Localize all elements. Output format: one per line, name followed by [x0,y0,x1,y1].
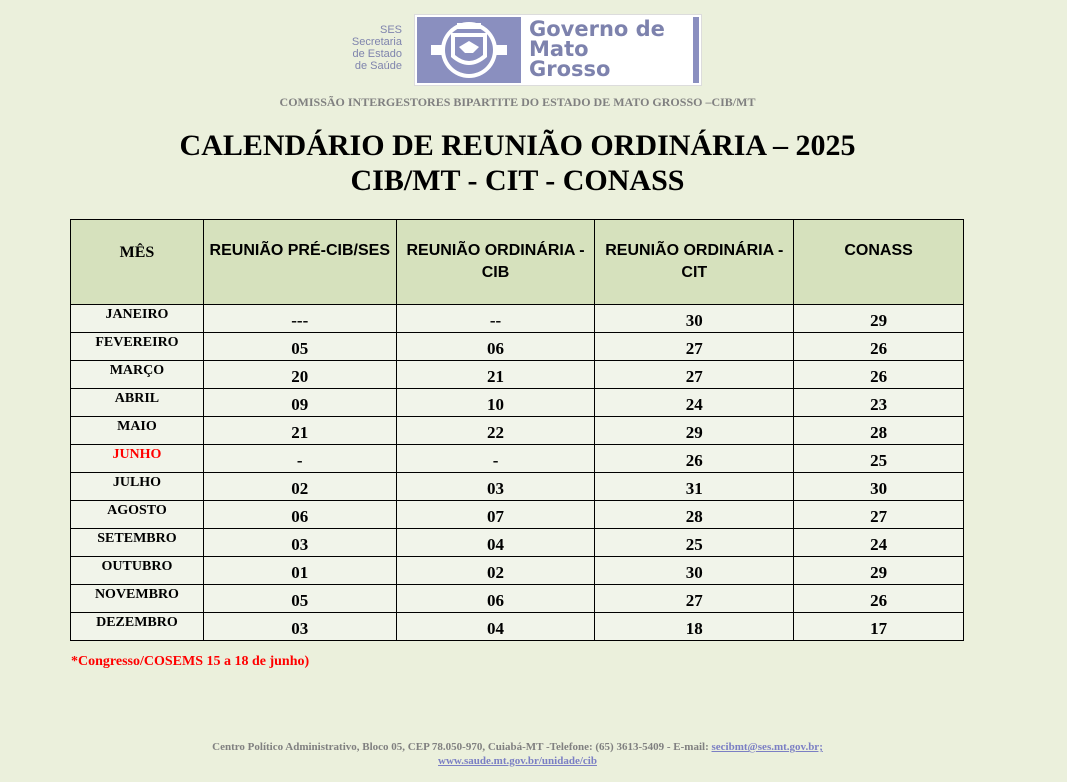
table-row [71,389,964,417]
table-row [71,445,964,473]
col-header-cib: REUNIÃO ORDINÁRIA - CIB [396,220,595,305]
date-cell-pre-cib: --- [203,305,396,333]
date-cell-pre-cib: 03 [203,613,396,641]
date-cell-conass: 17 [794,613,964,641]
month-cell: MAIO [71,417,204,445]
ses-line: de Estado [352,48,402,60]
month-cell: AGOSTO [71,501,204,529]
date-cell-cib: 06 [396,333,595,361]
date-cell-cit: 27 [595,333,794,361]
month-cell: OUTUBRO [71,557,204,585]
month-cell: JANEIRO [71,305,204,333]
month-cell: FEVEREIRO [71,333,204,361]
gov-line: Governo de [529,17,665,41]
table-row [71,333,964,361]
ses-line: de Saúde [354,60,402,72]
date-cell-conass: 24 [794,529,964,557]
date-cell-pre-cib: 09 [203,389,396,417]
subtitle-line: CIB/MT - CIT - CONASS [350,164,685,197]
meeting-calendar-table [70,219,964,641]
date-cell-cit: 27 [595,585,794,613]
date-cell-cib: 02 [396,557,595,585]
month-cell: MARÇO [71,361,204,389]
table-header-row [71,220,964,305]
congress-note: *Congresso/COSEMS 15 a 18 de junho) [71,654,310,669]
footer-address: Centro Político Administrativo, Bloco 05, CEP 78.050-970, Cuiabá-MT -Telefone: (65) 3613-5409 - E-mail: [212,741,712,753]
footer-website-link[interactable]: www.saude.mt.gov.br/unidade/cib [438,755,597,767]
state-coat-of-arms-icon [417,17,521,83]
date-cell-cib: 10 [396,389,595,417]
footer-email-link[interactable]: secibmt@ses.mt.gov.br; [711,741,823,753]
ses-line: SES [379,24,402,36]
date-cell-cit: 29 [595,417,794,445]
ses-label [330,24,402,72]
gov-line: Grosso [529,57,611,81]
commission-heading: COMISSÃO INTERGESTORES BIPARTITE DO ESTADO DE MATO GROSSO –CIB/MT [279,95,756,109]
footer-website-line [0,754,1035,768]
date-cell-cib: -- [396,305,595,333]
date-cell-cit: 28 [595,501,794,529]
table-row [71,473,964,501]
date-cell-pre-cib: 03 [203,529,396,557]
date-cell-conass: 25 [794,445,964,473]
date-cell-cib: - [396,445,595,473]
date-cell-pre-cib: 01 [203,557,396,585]
month-cell: DEZEMBRO [71,613,204,641]
date-cell-conass: 26 [794,585,964,613]
date-cell-conass: 23 [794,389,964,417]
date-cell-pre-cib: 05 [203,585,396,613]
table-row [71,417,964,445]
month-cell: NOVEMBRO [71,585,204,613]
date-cell-cit: 30 [595,305,794,333]
col-header-conass: CONASS [794,220,964,305]
date-cell-cib: 22 [396,417,595,445]
logo-stripe [693,17,699,83]
date-cell-cib: 21 [396,361,595,389]
government-logo [414,14,702,86]
date-cell-cib: 03 [396,473,595,501]
table-row [71,305,964,333]
date-cell-conass: 28 [794,417,964,445]
date-cell-cib: 04 [396,613,595,641]
date-cell-conass: 30 [794,473,964,501]
footer [0,740,1035,768]
date-cell-cib: 04 [396,529,595,557]
title-line: CALENDÁRIO DE REUNIÃO ORDINÁRIA – 2025 [179,129,856,162]
month-cell: JUNHO [71,445,204,473]
date-cell-pre-cib: 06 [203,501,396,529]
date-cell-cit: 31 [595,473,794,501]
col-header-pre-cib: REUNIÃO PRÉ-CIB/SES [203,220,396,305]
date-cell-conass: 26 [794,333,964,361]
date-cell-cit: 27 [595,361,794,389]
date-cell-pre-cib: 20 [203,361,396,389]
date-cell-conass: 26 [794,361,964,389]
col-header-month: MÊS [71,220,204,305]
date-cell-conass: 27 [794,501,964,529]
date-cell-pre-cib: - [203,445,396,473]
table-row [71,613,964,641]
footer-address-line [0,740,1035,754]
table-row [71,585,964,613]
date-cell-conass: 29 [794,557,964,585]
date-cell-cib: 06 [396,585,595,613]
table-row [71,361,964,389]
table-row [71,529,964,557]
month-cell: ABRIL [71,389,204,417]
page-title [0,128,1035,198]
ses-line: Secretaria [351,36,402,48]
date-cell-cit: 26 [595,445,794,473]
table-row [71,557,964,585]
month-cell: JULHO [71,473,204,501]
date-cell-pre-cib: 05 [203,333,396,361]
date-cell-cit: 18 [595,613,794,641]
gov-line: Mato [529,37,589,61]
col-header-cit: REUNIÃO ORDINÁRIA - CIT [595,220,794,305]
header-logos [330,14,702,86]
date-cell-pre-cib: 21 [203,417,396,445]
date-cell-conass: 29 [794,305,964,333]
government-name [529,19,665,79]
date-cell-cit: 30 [595,557,794,585]
date-cell-cit: 25 [595,529,794,557]
date-cell-cit: 24 [595,389,794,417]
table-row [71,501,964,529]
month-cell: SETEMBRO [71,529,204,557]
date-cell-pre-cib: 02 [203,473,396,501]
date-cell-cib: 07 [396,501,595,529]
